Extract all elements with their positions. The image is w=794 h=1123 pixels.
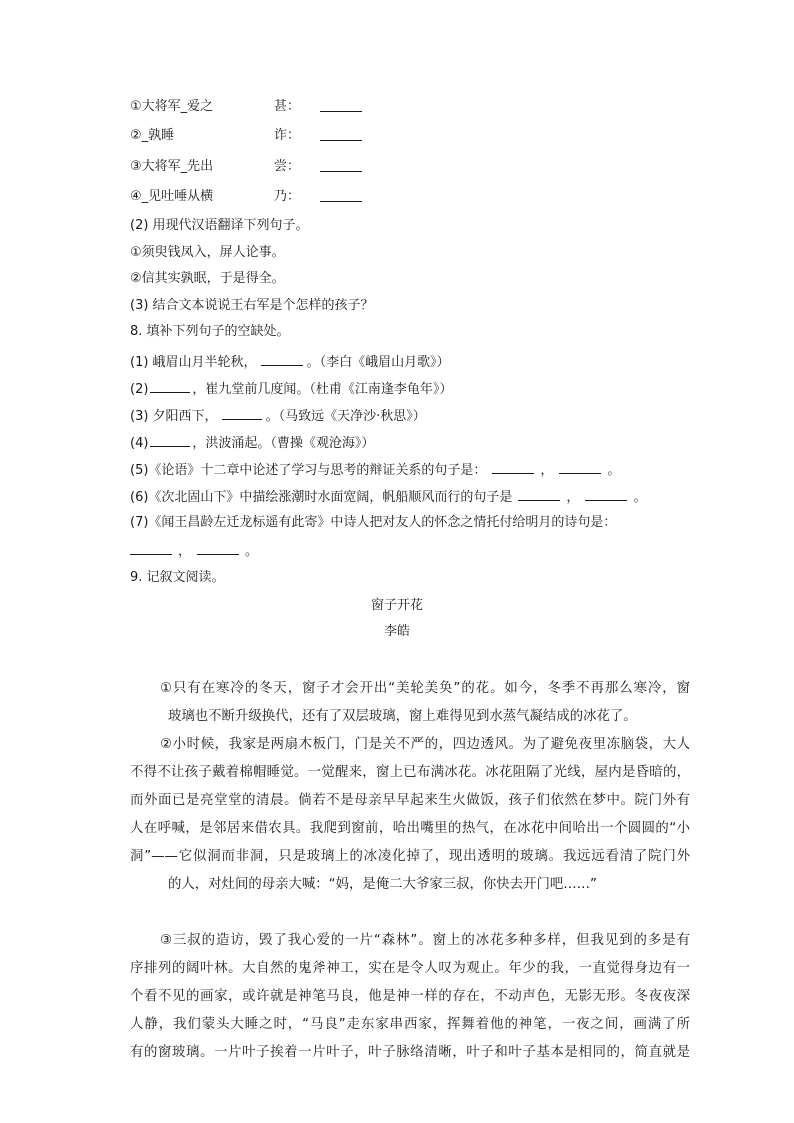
answer-blank[interactable] — [492, 459, 534, 474]
word-item — [130, 97, 213, 117]
word-char: 诈： — [274, 128, 301, 143]
answer-blank[interactable] — [518, 486, 560, 501]
answer-blank[interactable] — [320, 97, 362, 112]
answer-blank[interactable] — [320, 187, 362, 202]
answer-blank[interactable] — [320, 157, 362, 172]
article-paragraph-3: ③三叔的造访，毁了我心爱的一片“森林”。窗上的冰花多种多样，但我见到的多是有 序排列的阔叶林。大自然的鬼斧神工，实在是令人叹为观止。年少的我，一直觉得身边有一 个看不见的画家，或许就是神笔马良，他是神一样的存在，不动声色，无影无形。冬夜夜深 人静，我们蒙头大睡之时，“马良”走东家串西家，挥舞着他的神笔，一夜之间，画满了所 有的窗玻璃。一片叶子挨着一片叶子，叶子脉络清晰，叶子和叶子基本是相同的，简直就是 — [130, 933, 690, 1060]
fill-item: ， 。 — [130, 540, 258, 562]
question-heading: 8. 填补下列句子的空缺处。 — [130, 324, 290, 339]
question-text: (3) 结合文本说说王右军是个怎样的孩子？ — [130, 298, 374, 313]
answer-blank[interactable] — [150, 378, 190, 393]
answer-blank[interactable] — [197, 540, 239, 555]
sentence-item: ②信其实孰眠，于是得全。 — [130, 271, 285, 286]
word-item — [130, 187, 213, 207]
answer-blank[interactable] — [130, 540, 172, 555]
word-phrase: ②_孰睡 — [130, 128, 175, 143]
article-paragraph-1: ①只有在寒冷的冬天，窗子才会开出“美轮美奂”的花。如今，冬季不再那么寒冷，窗 玻璃也不断升级换代，还有了双层玻璃，窗上难得见到水蒸气凝结成的冰花了。 — [160, 681, 690, 724]
word-item — [130, 126, 174, 146]
answer-blank[interactable] — [261, 351, 303, 366]
article-paragraph-2: ②小时候，我家是两扇木板门，门是关不严的，四边透风。为了避免夜里冻脑袋，大人 不得不让孩子戴着棉帽睡觉。一觉醒来，窗上已布满冰花。冰花阻隔了光线，屋内是昏暗的， 而外面已是亮堂堂的清晨。倘若不是母亲早早起来生火做饭，孩子们依然在梦中。院门外有 人在呼喊，是邻居来借农具。我爬到窗前，哈出嘴里的热气，在冰花中间哈出一个圆圆的“小 洞”——它似洞而非洞，只是玻璃上的冰凌化掉了，现出透明的玻璃。我远远看清了院门外 的人，对灶间的母亲大喊：“妈，是俺二大爷家三叔，你快去开门吧……” — [130, 737, 690, 892]
answer-blank[interactable] — [150, 432, 190, 447]
fill-item: (3) 夕阳西下， 。（马致远《天净沙·秋思》） — [130, 405, 426, 427]
answer-blank[interactable] — [559, 459, 601, 474]
word-phrase: ①大将军_爱之 — [130, 99, 214, 114]
answer-blank[interactable] — [222, 405, 262, 420]
question-text: (2) 用现代汉语翻译下列句子。 — [130, 218, 309, 233]
word-char: 乃： — [274, 189, 301, 204]
answer-blank[interactable] — [320, 126, 362, 141]
word-phrase: ③大将军_先出 — [130, 159, 214, 174]
question-heading: 9. 记叙文阅读。 — [130, 570, 225, 585]
answer-blank[interactable] — [585, 486, 627, 501]
word-phrase: ④_见吐唾从横 — [130, 189, 214, 204]
word-char: 尝： — [274, 159, 301, 174]
sentence-item: ①须臾钱凤入，屏人论事。 — [130, 245, 285, 260]
fill-item: (2) ，崔九堂前几度闻。（杜甫《江南逢李龟年》） — [130, 378, 452, 400]
fill-item: (4) ，洪波涌起。（曹操《观沧海》） — [130, 432, 374, 454]
article-author: 李皓 — [383, 624, 410, 639]
word-char: 甚： — [274, 99, 301, 114]
word-item — [130, 157, 213, 177]
fill-item: (1) 峨眉山月半轮秋， 。（李白《峨眉山月歌》） — [130, 351, 450, 373]
fill-item: (7)《闻王昌龄左迁龙标遥有此寄》中诗人把对友人的怀念之情托付给明月的诗句是： — [130, 515, 617, 530]
article-title: 窗子开花 — [370, 598, 423, 613]
fill-item: (5)《论语》十二章中论述了学习与思考的辩证关系的句子是： ， 。 — [130, 459, 620, 481]
fill-item: (6)《次北固山下》中描绘涨潮时水面宽阔，帆船顺风而行的句子是 ， 。 — [130, 486, 646, 508]
